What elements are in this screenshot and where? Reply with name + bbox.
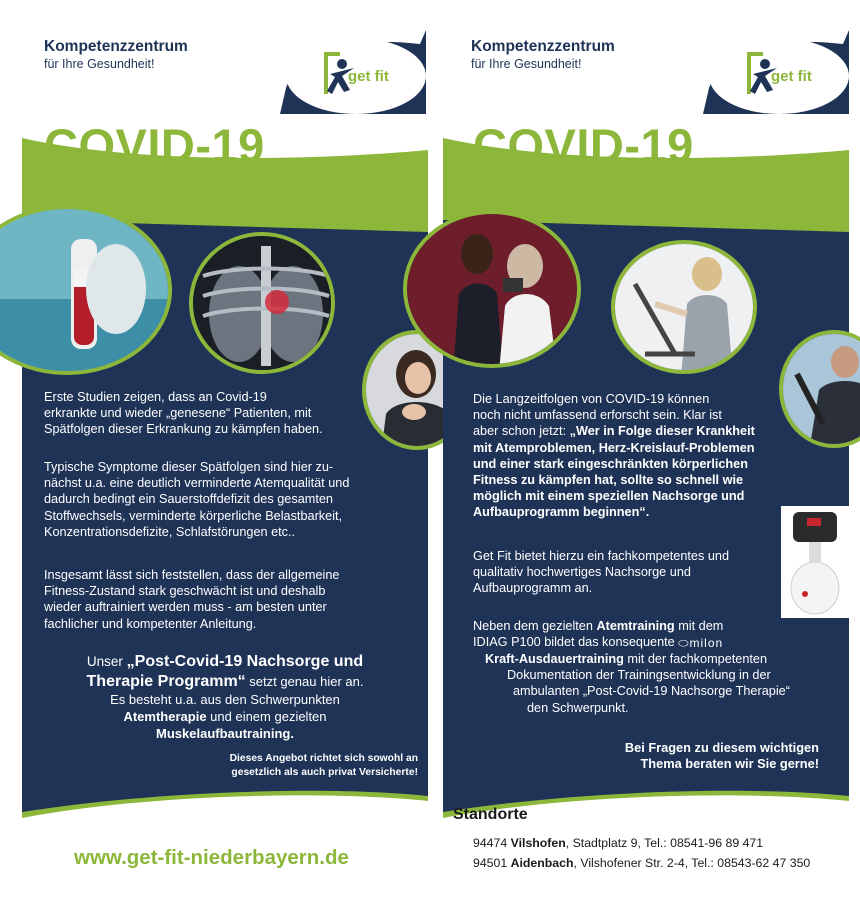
program-name-1: „Post-Covid-19 Nachsorge und [126,653,364,670]
program-line-1 [52,653,398,671]
program-prefix: Unser [86,654,127,669]
intro-line: erkrankte und wieder „genesene“ Patienten, mit [44,406,312,421]
offer-paragraph [473,548,783,597]
program-focus-mid: und einem gezielten [206,709,327,724]
lung-xray-photo [189,232,335,374]
questions-line: Thema beraten wir Sie gerne! [640,756,819,772]
org-name: Kompetenzzentrum [471,38,615,55]
training-bold: Kraft-Ausdauertraining [485,651,624,666]
symptoms-line: nächst u.a. eine deutlich verminderte Atemqualität und [44,476,350,491]
longterm-bold-line [473,472,813,488]
org-tagline: für Ihre Gesundheit! [471,57,582,71]
summary-line: Fitness-Zustand stark geschwächt ist und deshalb [44,584,326,599]
location-address: , Vilshofener Str. 2-4, Tel.: 08543-62 47 350 [573,856,811,870]
breathing-device-photo [781,506,849,618]
longterm-bold: Fitness zu kämpfen hat, sollte so schnell wie [473,473,744,488]
training-bold: Atemtraining [596,619,675,633]
training-line [473,634,843,651]
logo-text: get fit [771,68,812,85]
logo-text: get fit [348,68,389,85]
program-name-2: Therapie Programm“ [86,673,246,690]
intro-paragraph [44,389,414,438]
training-text: mit dem [674,619,724,633]
longterm-line [473,423,813,439]
longterm-bold: mit Atemproblemen, Herz-Kreislauf-Problemen [473,440,755,455]
get-fit-logo [280,30,426,114]
website-link[interactable]: www.get-fit-niederbayern.de [74,846,349,869]
longterm-bold: „Wer in Folge dieser Krankheit [569,424,755,439]
symptoms-line: Konzentrationsdefizite, Schlafstörungen etc.. [44,524,296,539]
elliptical-training-photo [611,240,757,374]
longterm-normal: aber schon jetzt: [473,424,570,439]
training-line: ambulanten „Post-Covid-19 Nachsorge Therapie“ [513,684,790,699]
location-aidenbach [473,856,810,870]
org-name: Kompetenzzentrum [44,38,188,55]
insurance-notice [172,752,418,779]
program-suffix: setzt genau hier an. [245,674,364,689]
offer-line: qualitativ hochwertiges Nachsorge und [473,565,691,580]
location-zip: 94474 [473,836,511,850]
page-title: COVID-19 [44,119,265,172]
questions-callout [563,740,819,772]
summary-paragraph [44,567,424,632]
longterm-paragraph [473,391,813,521]
training-text: Neben dem gezielten [473,619,597,633]
get-fit-logo [703,30,849,114]
page-title: COVID-19 [473,119,694,172]
milon-logo: ⬭milon [678,635,724,650]
training-text: mit der fachkompetenten [623,651,768,666]
longterm-bold-line [473,504,813,520]
longterm-bold-line [473,440,813,456]
notice-line: gesetzlich als auch privat Versicherte! [231,766,418,778]
training-line [473,618,843,634]
page-subtitle: Get Fit Nachsorge-Programm [473,174,759,197]
program-block [52,653,398,742]
intro-line: Spätfolgen dieser Erkrankung zu kämpfen haben. [44,422,323,437]
longterm-bold-line [473,488,813,504]
org-tagline: für Ihre Gesundheit! [44,57,155,71]
location-vilshofen [473,836,763,850]
longterm-line: Die Langzeitfolgen von COVID-19 können [473,392,710,406]
symptoms-line: Typische Symptome dieser Spätfolgen sind hier zu- [44,460,334,474]
program-focus-2: Muskelaufbautraining. [156,726,294,741]
program-line-2 [52,673,398,691]
intro-line: Erste Studien zeigen, dass an Covid-19 [44,390,267,404]
milon-text: milon [689,635,724,650]
locations-heading: Standorte [453,806,528,823]
symptoms-line: Stoffwechsels, verminderte körperliche Belastbarkeit, [44,508,343,523]
symptoms-paragraph [44,459,424,540]
training-line [473,651,843,667]
location-zip: 94501 [473,856,511,870]
offer-line: Aufbauprogramm an. [473,581,593,596]
program-focus-1: Atemtherapie [123,709,207,724]
longterm-bold: und einer stark eingeschränkten körperlichen [473,456,748,471]
summary-line: wieder auftrainiert werden muss - am besten unter [44,600,327,615]
program-line-5 [52,725,398,742]
location-city: Aidenbach [510,856,574,870]
training-line: den Schwerpunkt. [527,700,629,715]
longterm-bold: möglich mit einem speziellen Nachsorge und [473,489,745,504]
location-address: , Stadtplatz 9, Tel.: 08541-96 89 471 [565,836,764,850]
offer-line: Get Fit bietet hierzu ein fachkompetentes und [473,549,730,563]
program-line-3: Es besteht u.a. aus den Schwerpunkten [110,692,340,707]
program-line-4 [52,708,398,725]
longterm-bold-line [473,456,813,472]
right-flyer-panel [443,0,849,901]
breathing-training-photo [403,210,581,368]
summary-line: fachlicher und kompetenter Anleitung. [44,616,257,631]
longterm-bold: Aufbauprogramm beginnen“. [473,505,650,520]
questions-line: Bei Fragen zu diesem wichtigen [624,740,819,755]
left-flyer-panel [22,0,428,901]
training-text: IDIAG P100 bildet das konsequente [473,635,679,650]
location-city: Vilshofen [510,836,566,850]
notice-line: Dieses Angebot richtet sich sowohl an [229,753,418,764]
summary-line: Insgesamt lässt sich feststellen, dass der allgemeine [44,568,340,582]
page-subtitle: Get Fit Nachsorge-Programm [44,174,330,197]
training-paragraph [473,618,843,716]
symptoms-line: dadurch bedingt ein Sauerstoffdefizit des gesamten [44,492,333,507]
training-line: Dokumentation der Trainingsentwicklung in der [507,668,771,683]
longterm-line: noch nicht umfassend erforscht sein. Klar ist [473,408,722,423]
